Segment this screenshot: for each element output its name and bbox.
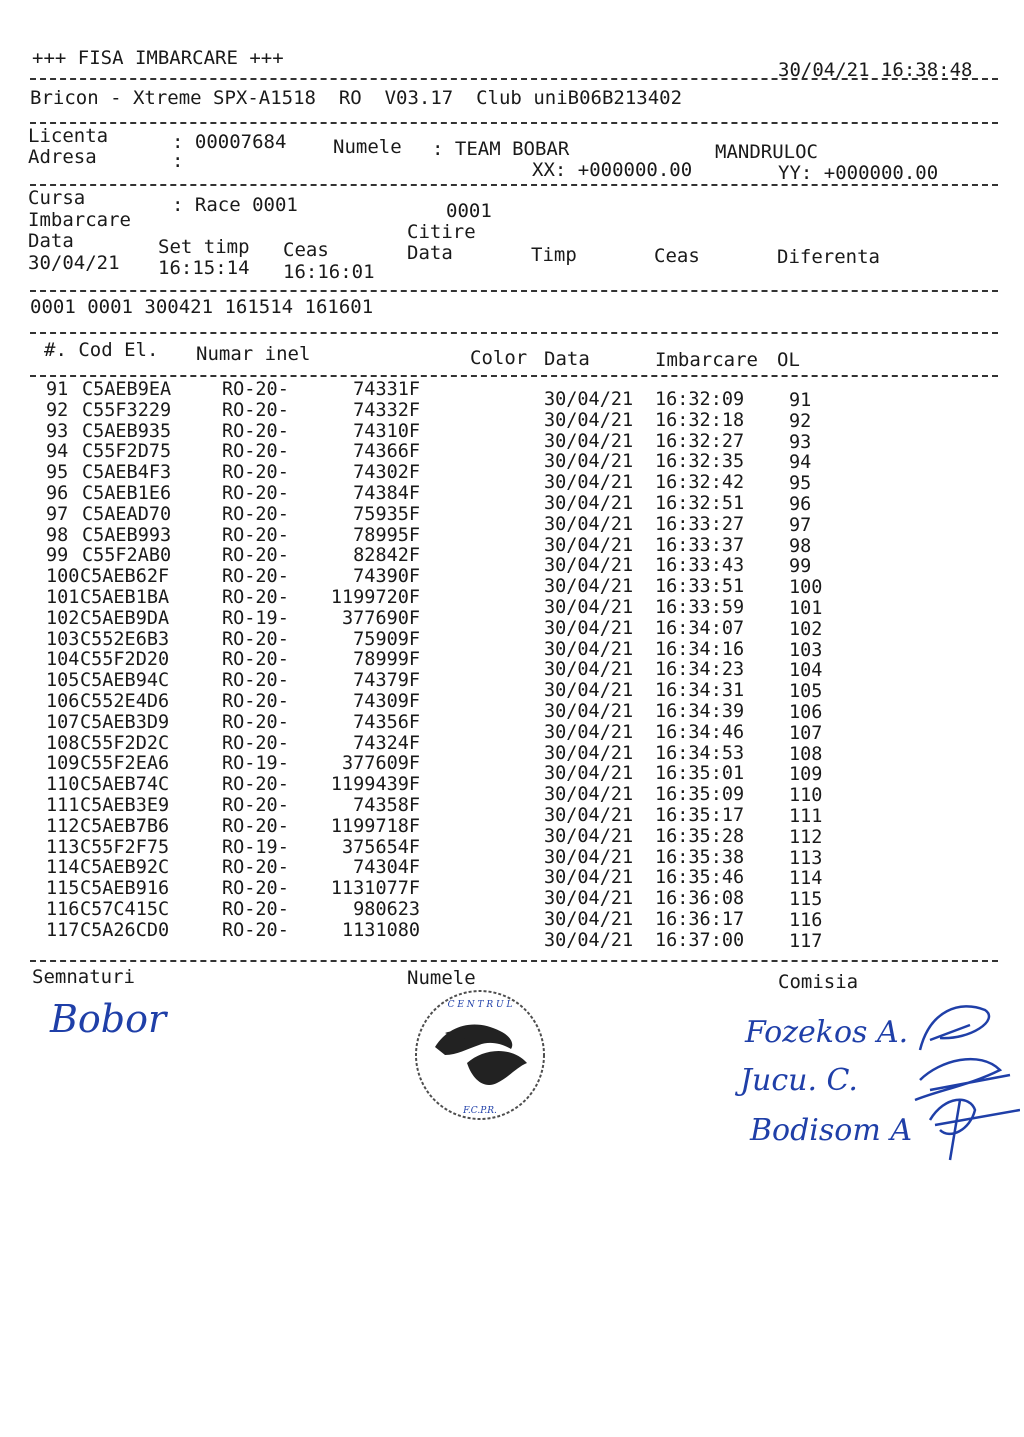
electronic-code: C5AEB3E9: [80, 795, 170, 816]
electronic-code: C5A26CD0: [80, 919, 170, 941]
ol-number: 91: [789, 390, 812, 411]
ol-number: 101: [789, 598, 823, 619]
row-number: 95: [46, 462, 69, 484]
ring-number: 74302F: [353, 462, 420, 484]
document-title: +++ FISA IMBARCARE +++: [32, 47, 284, 69]
row-number: 98: [46, 524, 69, 546]
electronic-code: C55F2EA6: [80, 753, 170, 775]
electronic-code: C5AEB1E6: [82, 483, 172, 504]
svg-text:F.C.P.R.: F.C.P.R.: [463, 1106, 497, 1116]
citire-data-label: Data: [407, 242, 453, 264]
electronic-code: C5AEB94C: [80, 670, 170, 692]
col-header-ol: OL: [777, 349, 800, 371]
ring-prefix: RO-20-: [222, 587, 289, 608]
boarding-time: 16:34:31: [655, 680, 745, 702]
ring-number: 74324F: [353, 732, 420, 754]
ring-number: 82842F: [353, 545, 420, 567]
ring-number: 74379F: [353, 670, 420, 692]
ol-number: 92: [789, 410, 812, 432]
boarding-time: 16:34:23: [655, 659, 745, 681]
boarding-time: 16:37:00: [655, 929, 745, 951]
adresa-label: Adresa: [28, 146, 97, 168]
divider: [30, 332, 998, 334]
ring-prefix: RO-20-: [222, 691, 289, 712]
ol-number: 100: [789, 577, 823, 599]
col-header-inel: Numar inel: [196, 343, 311, 365]
ring-number: 377690F: [342, 607, 420, 629]
boarding-date: 30/04/21: [544, 721, 634, 743]
ol-number: 114: [789, 868, 823, 890]
ol-number: 108: [789, 743, 823, 765]
row-number: 111: [46, 795, 80, 816]
electronic-code: C55F2D20: [80, 649, 170, 671]
ring-number: 74309F: [353, 691, 420, 712]
ceas-label: Ceas: [283, 239, 329, 261]
boarding-date: 30/04/21: [544, 430, 634, 452]
row-number: 96: [46, 483, 69, 504]
owner-signature: [40, 990, 220, 1050]
boarding-time: 16:32:09: [655, 389, 745, 410]
boarding-date: 30/04/21: [544, 929, 634, 951]
boarding-time: 16:36:08: [655, 888, 745, 910]
boarding-date: 30/04/21: [544, 638, 634, 660]
ring-prefix: RO-20-: [222, 503, 289, 525]
ring-prefix: RO-20-: [222, 919, 289, 941]
coord-yy: YY: +000000.00: [778, 162, 939, 184]
semnaturi-label: Semnaturi: [32, 966, 135, 988]
boarding-date: 30/04/21: [544, 659, 634, 681]
ol-number: 110: [789, 785, 823, 807]
electronic-code: C5AEB62F: [80, 566, 170, 588]
ring-prefix: RO-20-: [222, 795, 289, 816]
ring-number: 74390F: [353, 566, 420, 588]
boarding-date: 30/04/21: [544, 513, 634, 535]
set-timp-value: 16:15:14: [158, 257, 250, 279]
ring-prefix: RO-20-: [222, 420, 289, 442]
boarding-date: 30/04/21: [544, 472, 634, 494]
boarding-date: 30/04/21: [544, 597, 634, 618]
electronic-code: C55F3229: [82, 399, 172, 421]
ceas-value: 16:16:01: [283, 261, 375, 283]
electronic-code: C5AEB9EA: [82, 379, 172, 400]
row-number: 114: [46, 857, 80, 879]
ring-prefix: RO-20-: [222, 815, 289, 837]
boarding-date: 30/04/21: [544, 763, 634, 785]
row-number: 109: [46, 753, 80, 775]
boarding-date: 30/04/21: [544, 451, 634, 473]
boarding-time: 16:35:46: [655, 867, 745, 889]
ring-prefix: RO-20-: [222, 711, 289, 733]
set-timp-label: Set timp: [158, 236, 250, 258]
timp-label: Timp: [531, 244, 577, 266]
col-header-data: Data: [544, 348, 590, 370]
ring-prefix: RO-20-: [222, 857, 289, 879]
row-number: 102: [46, 607, 80, 629]
footer-numele-label: Numele: [407, 967, 476, 989]
row-number: 110: [46, 774, 80, 796]
commission-signature-2: Jucu. C.: [740, 1063, 858, 1098]
citire-label: Citire: [407, 221, 476, 243]
electronic-code: C55F2AB0: [82, 545, 172, 567]
electronic-code: C5AEB993: [82, 524, 172, 546]
ring-number: 74356F: [353, 711, 420, 733]
ol-number: 109: [789, 764, 823, 786]
diferenta-label: Diferenta: [777, 246, 880, 268]
ol-number: 98: [789, 535, 812, 557]
electronic-code: C552E6B3: [80, 628, 170, 650]
boarding-date: 30/04/21: [544, 701, 634, 722]
electronic-code: C5AEB1BA: [80, 587, 170, 608]
electronic-code: C5AEB74C: [80, 774, 170, 796]
race-summary-line: 0001 0001 300421 161514 161601: [30, 296, 374, 318]
divider: [30, 375, 998, 377]
electronic-code: C55F2D2C: [80, 732, 170, 754]
boarding-time: 16:33:59: [655, 597, 745, 618]
ring-prefix: RO-19-: [222, 836, 289, 858]
ring-number: 1199718F: [330, 815, 420, 837]
divider: [30, 960, 998, 962]
locality: MANDRULOC: [715, 141, 818, 163]
divider: [30, 78, 998, 80]
row-number: 106: [46, 691, 80, 712]
ring-number: 75909F: [353, 628, 420, 650]
data-value: 30/04/21: [28, 252, 120, 274]
licenta-label: Licenta: [28, 125, 109, 147]
ol-number: 99: [789, 556, 812, 578]
boarding-date: 30/04/21: [544, 555, 634, 577]
electronic-code: C5AEB3D9: [80, 711, 170, 733]
electronic-code: C5AEB4F3: [82, 462, 172, 484]
row-number: 103: [46, 628, 80, 650]
ring-prefix: RO-19-: [222, 753, 289, 775]
row-number: 97: [46, 503, 69, 525]
row-number: 116: [46, 899, 80, 920]
boarding-time: 16:32:27: [655, 430, 745, 452]
ring-number: 980623: [353, 899, 420, 920]
ol-number: 97: [789, 514, 812, 536]
electronic-code: C5AEB916: [80, 878, 170, 900]
ring-number: 375654F: [342, 836, 420, 858]
numele-label: Numele: [333, 136, 402, 158]
ring-prefix: RO-20-: [222, 462, 289, 484]
coord-xx: XX: +000000.00: [532, 159, 693, 181]
boarding-date: 30/04/21: [544, 909, 634, 930]
device-info: Bricon - Xtreme SPX-A1518 RO V03.17 Club uniB06B213402: [30, 87, 683, 109]
row-number: 113: [46, 836, 80, 858]
ol-number: 96: [789, 494, 812, 515]
ring-prefix: RO-19-: [222, 607, 289, 629]
ring-prefix: RO-20-: [222, 649, 289, 671]
licenta-value: : 00007684: [172, 131, 287, 153]
boarding-time: 16:32:51: [655, 493, 745, 514]
electronic-code: C5AEB92C: [80, 857, 170, 879]
boarding-time: 16:33:43: [655, 555, 745, 577]
ring-prefix: RO-20-: [222, 878, 289, 900]
ring-prefix: RO-20-: [222, 379, 289, 400]
owner-signature-text: Bobor: [50, 997, 167, 1041]
boarding-time: 16:35:01: [655, 763, 745, 785]
ol-number: 106: [789, 702, 823, 723]
ring-number: 74331F: [353, 379, 420, 400]
commission-signature-3: Bodisom A: [750, 1113, 913, 1148]
ring-number: 74310F: [353, 420, 420, 442]
race-code: 0001: [446, 200, 492, 222]
row-number: 117: [46, 919, 80, 941]
commission-signature-1: Fozekos A.: [745, 1015, 909, 1050]
boarding-time: 16:34:07: [655, 617, 745, 639]
row-number: 108: [46, 732, 80, 754]
ring-number: 74304F: [353, 857, 420, 879]
col-header-imbarcare: Imbarcare: [655, 349, 758, 371]
ol-number: 115: [789, 889, 823, 911]
cursa-label: Cursa: [28, 187, 86, 209]
ring-prefix: RO-20-: [222, 670, 289, 692]
boarding-time: 16:32:35: [655, 451, 745, 473]
ol-number: 111: [789, 806, 823, 827]
electronic-code: C57C415C: [80, 899, 170, 920]
boarding-time: 16:35:09: [655, 784, 745, 806]
row-number: 105: [46, 670, 80, 692]
ring-prefix: RO-20-: [222, 899, 289, 920]
comisia-label: Comisia: [778, 971, 859, 993]
boarding-date: 30/04/21: [544, 534, 634, 556]
electronic-code: C5AEB9DA: [80, 607, 170, 629]
row-number: 100: [46, 566, 80, 588]
boarding-date: 30/04/21: [544, 867, 634, 889]
ring-number: 74366F: [353, 441, 420, 463]
row-number: 94: [46, 441, 69, 463]
ring-prefix: RO-20-: [222, 399, 289, 421]
row-number: 115: [46, 878, 80, 900]
print-datetime: 30/04/21 16:38:48: [778, 59, 973, 81]
col-header-color: Color: [470, 347, 528, 369]
boarding-date: 30/04/21: [544, 389, 634, 410]
boarding-time: 16:35:38: [655, 846, 745, 868]
ring-number: 1199720F: [330, 587, 420, 608]
boarding-time: 16:32:18: [655, 409, 745, 431]
boarding-date: 30/04/21: [544, 576, 634, 598]
ring-prefix: RO-20-: [222, 628, 289, 650]
divider: [30, 184, 998, 186]
boarding-date: 30/04/21: [544, 805, 634, 826]
ring-prefix: RO-20-: [222, 483, 289, 504]
ring-number: 377609F: [342, 753, 420, 775]
boarding-time: 16:35:17: [655, 805, 745, 826]
ring-number: 75935F: [353, 503, 420, 525]
row-number: 93: [46, 420, 69, 442]
ring-prefix: RO-20-: [222, 441, 289, 463]
ol-number: 117: [789, 930, 823, 952]
numele-value: : TEAM BOBAR: [432, 138, 570, 160]
ol-number: 105: [789, 681, 823, 703]
boarding-time: 16:34:53: [655, 742, 745, 764]
boarding-date: 30/04/21: [544, 493, 634, 514]
ol-number: 102: [789, 618, 823, 640]
adresa-value: :: [172, 150, 184, 172]
ring-number: 1199439F: [330, 774, 420, 796]
ring-number: 74384F: [353, 483, 420, 504]
col-header-nr-cod: #. Cod El.: [44, 339, 159, 361]
ring-prefix: RO-20-: [222, 566, 289, 588]
electronic-code: C5AEAD70: [82, 503, 172, 525]
boarding-time: 16:35:28: [655, 825, 745, 847]
row-number: 107: [46, 711, 80, 733]
boarding-date: 30/04/21: [544, 409, 634, 431]
boarding-time: 16:33:27: [655, 513, 745, 535]
cursa-value: : Race 0001: [172, 194, 298, 216]
boarding-date: 30/04/21: [544, 825, 634, 847]
ring-prefix: RO-20-: [222, 732, 289, 754]
boarding-time: 16:33:37: [655, 534, 745, 556]
data-label: Data: [28, 230, 74, 252]
boarding-date: 30/04/21: [544, 617, 634, 639]
electronic-code: C55F2F75: [80, 836, 170, 858]
ring-number: 74358F: [353, 795, 420, 816]
ceas2-label: Ceas: [654, 245, 700, 267]
ring-prefix: RO-20-: [222, 545, 289, 567]
ring-prefix: RO-20-: [222, 524, 289, 546]
electronic-code: C5AEB7B6: [80, 815, 170, 837]
row-number: 101: [46, 587, 80, 608]
ring-number: 78995F: [353, 524, 420, 546]
boarding-time: 16:34:46: [655, 721, 745, 743]
row-number: 99: [46, 545, 69, 567]
ol-number: 107: [789, 722, 823, 744]
row-number: 104: [46, 649, 80, 671]
row-number: 91: [46, 379, 69, 400]
boarding-time: 16:32:42: [655, 472, 745, 494]
divider: [30, 122, 998, 124]
ring-number: 1131077F: [330, 878, 420, 900]
ring-number: 78999F: [353, 649, 420, 671]
boarding-date: 30/04/21: [544, 846, 634, 868]
boarding-time: 16:36:17: [655, 909, 745, 930]
row-number: 112: [46, 815, 80, 837]
ol-number: 103: [789, 639, 823, 661]
commission-signatures: [730, 990, 1020, 1170]
boarding-time: 16:34:39: [655, 701, 745, 722]
ol-number: 104: [789, 660, 823, 682]
divider: [30, 290, 998, 292]
ol-number: 94: [789, 452, 812, 474]
boarding-date: 30/04/21: [544, 742, 634, 764]
boarding-time: 16:33:51: [655, 576, 745, 598]
ring-number: 1131080: [342, 919, 420, 941]
svg-text:C E N T R U L: C E N T R U L: [447, 1000, 513, 1010]
boarding-time: 16:34:16: [655, 638, 745, 660]
ol-number: 116: [789, 910, 823, 931]
imbarcare-label: Imbarcare: [28, 209, 131, 231]
electronic-code: C5AEB935: [82, 420, 172, 442]
ol-number: 93: [789, 431, 812, 453]
ol-number: 113: [789, 847, 823, 869]
electronic-code: C552E4D6: [80, 691, 170, 712]
ring-prefix: RO-20-: [222, 774, 289, 796]
row-number: 92: [46, 399, 69, 421]
club-stamp: [405, 985, 555, 1125]
boarding-date: 30/04/21: [544, 888, 634, 910]
electronic-code: C55F2D75: [82, 441, 172, 463]
ol-number: 95: [789, 473, 812, 495]
ring-number: 74332F: [353, 399, 420, 421]
ol-number: 112: [789, 826, 823, 848]
boarding-date: 30/04/21: [544, 784, 634, 806]
boarding-date: 30/04/21: [544, 680, 634, 702]
